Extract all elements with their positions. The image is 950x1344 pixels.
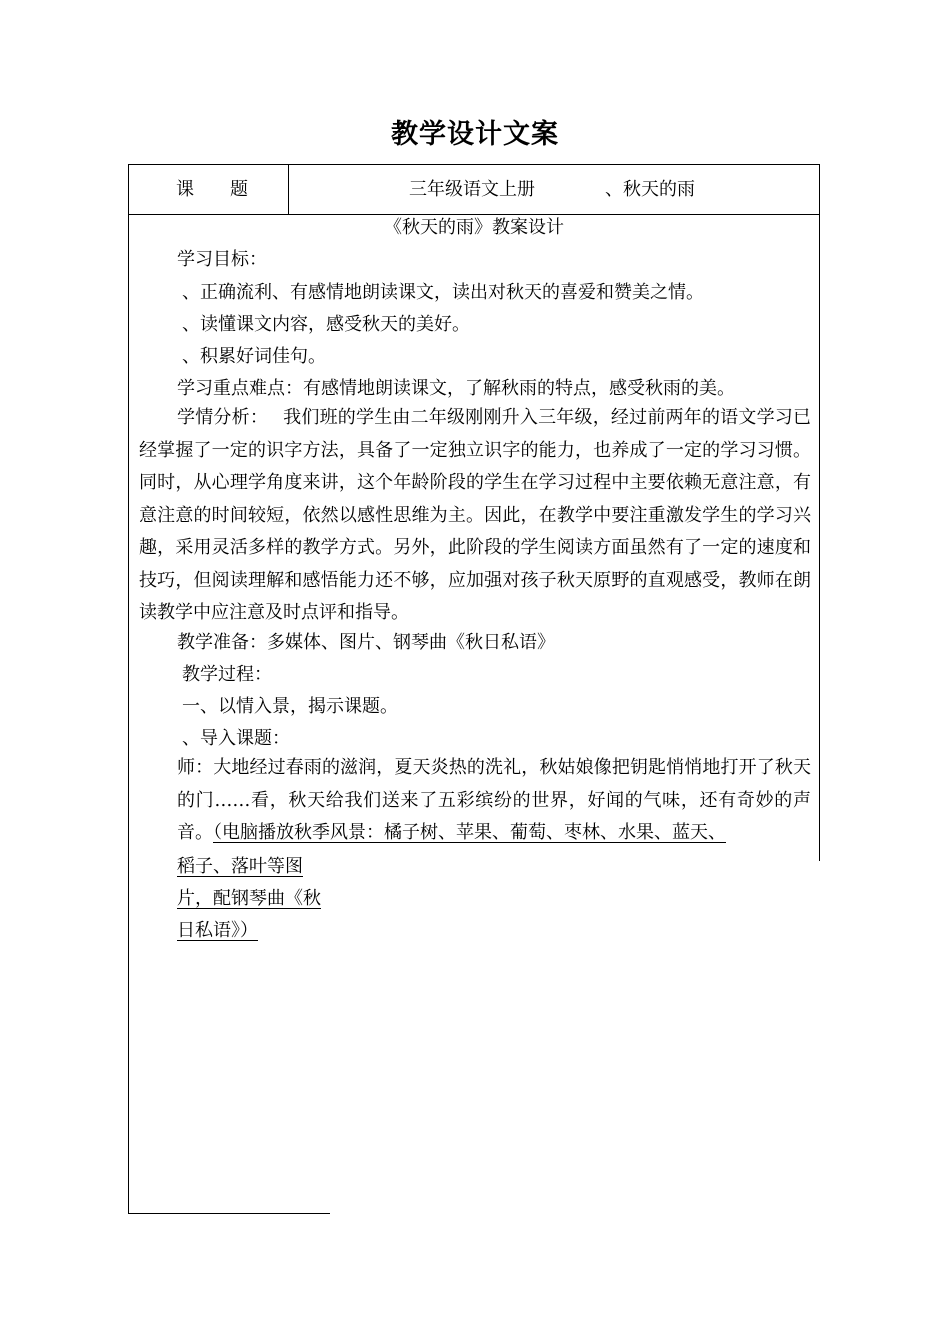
table-left-border	[128, 164, 129, 1214]
teaching-preparation: 教学准备：多媒体、图片、钢琴曲《秋日私语》	[177, 632, 555, 653]
step-1-sub: 、导入课题：	[182, 728, 290, 749]
document-title: 教学设计文案	[391, 119, 559, 150]
table-right-border	[819, 164, 820, 861]
media-note-d: 日私语》）	[177, 920, 258, 941]
footnote-separator	[128, 1213, 330, 1214]
header-column-divider	[288, 164, 289, 215]
teacher-speech	[177, 752, 811, 850]
course-name: 三年级语文上册	[409, 179, 535, 200]
key-points: 学习重点难点：有感情地朗读课文，了解秋雨的特点，感受秋雨的美。	[177, 378, 735, 399]
table-top-border	[128, 164, 820, 165]
media-note-c: 片，配钢琴曲《秋	[177, 888, 321, 909]
media-note-a: （电脑播放秋季风景：橘子树、苹果、葡萄、枣林、水果、蓝天、	[213, 822, 726, 843]
subject-label: 课 题	[176, 179, 248, 200]
lesson-name: 、秋天的雨	[605, 179, 695, 200]
media-note-b: 稻子、落叶等图	[177, 856, 303, 877]
teacher-speech-text: 师：大地经过春雨的滋润，夏天炎热的洗礼，秋姑娘像把钥匙悄悄地打开了秋天的门……看，秋天给我们送来了五彩缤纷的世界，好闻的气味，还有奇妙的声音。	[177, 757, 811, 843]
goals-label: 学习目标：	[177, 249, 267, 270]
goal-1: 、正确流利、有感情地朗读课文，读出对秋天的喜爱和赞美之情。	[182, 282, 704, 303]
process-label: 教学过程：	[182, 664, 272, 685]
design-title: 《秋天的雨》教案设计	[384, 217, 564, 238]
step-1: 一、以情入景，揭示课题。	[182, 696, 398, 717]
goal-3: 、积累好词佳句。	[182, 346, 326, 367]
header-row-divider	[128, 214, 820, 215]
goal-2: 、读懂课文内容，感受秋天的美好。	[182, 314, 470, 335]
student-analysis: 学情分析： 我们班的学生由二年级刚刚升入三年级，经过前两年的语文学习已经掌握了一定的识字方法，具备了一定独立识字的能力，也养成了一定的学习习惯。同时，从心理学角度来讲，这个年龄阶段的学生在学习过程中主要依赖无意注意，有意注意的时间较短，依然以感性思维为主。因此，在教学中要注重激发学生的学习兴趣，采用灵活多样的教学方式。另外，此阶段的学生阅读方面虽然有了一定的速度和技巧，但阅读理解和感悟能力还不够，应加强对孩子秋天原野的直观感受，教师在朗读教学中应注意及时点评和指导。	[139, 407, 811, 623]
